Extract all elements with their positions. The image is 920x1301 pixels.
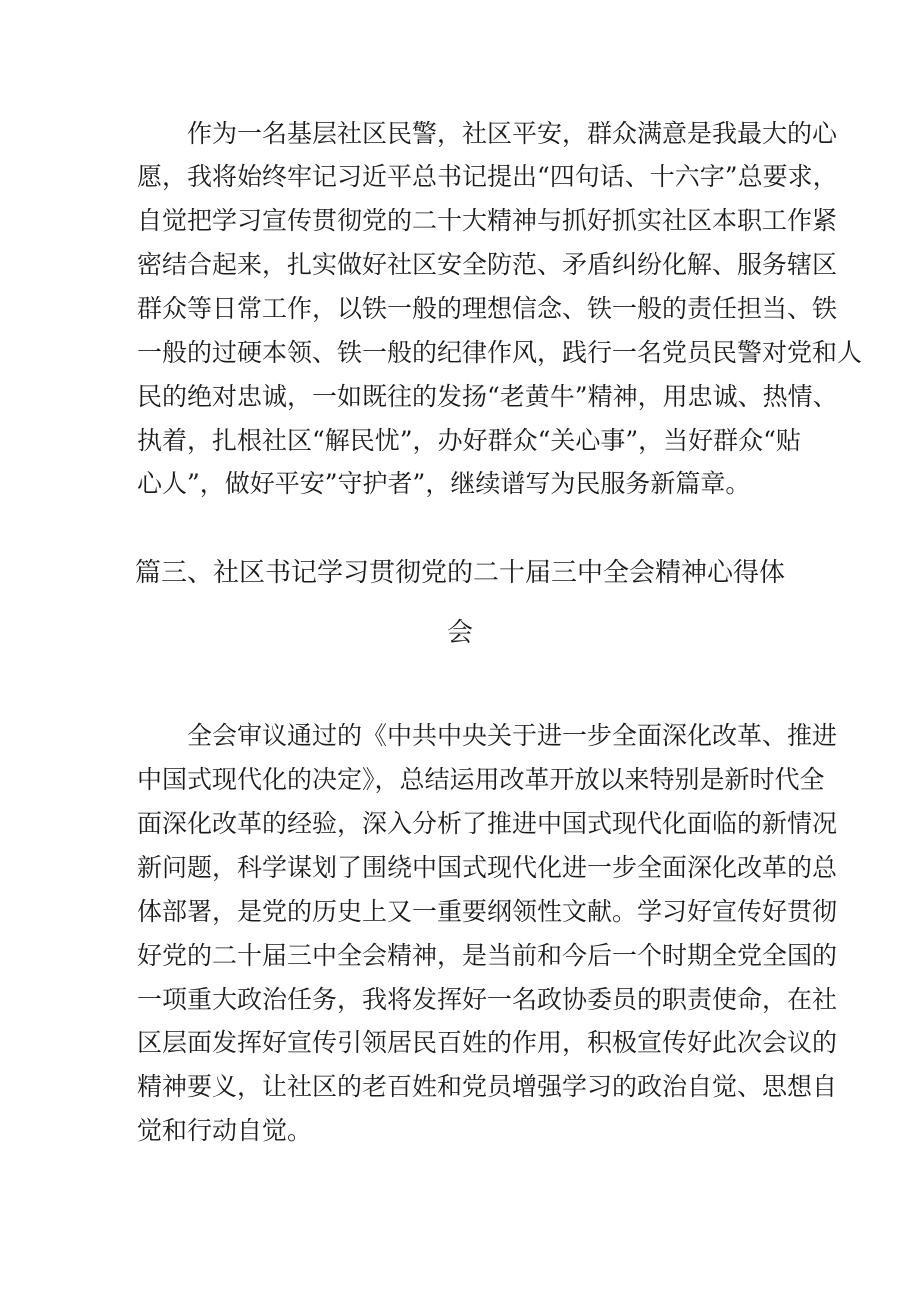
- paragraph1-line-9: 心人”，做好平安”守护者”，继续谱写为民服务新篇章。: [137, 469, 751, 498]
- paragraph2-line-10: 觉和行动自觉。: [137, 1116, 313, 1145]
- paragraph1-line-6: 一般的过硬本领、铁一般的纪律作风，践行一名党员民警对党和人: [137, 338, 863, 367]
- paragraph1-line-7: 民的绝对忠诚，一如既往的发扬“老黄牛”精神，用忠诚、热情、: [137, 382, 838, 411]
- section-heading-line-2: 会: [446, 618, 473, 648]
- paragraph1-line-2: 愿，我将始终牢记习近平总书记提出“四句话、十六字”总要求，: [137, 162, 838, 191]
- paragraph2-line-9: 精神要义，让社区的老百姓和党员增强学习的政治自觉、思想自: [137, 1072, 838, 1101]
- paragraph1-line-3: 自觉把学习宣传贯彻党的二十大精神与抓好抓实社区本职工作紧: [137, 206, 838, 235]
- paragraph1-line-4: 密结合起来，扎实做好社区安全防范、矛盾纠纷化解、服务辖区: [137, 250, 838, 279]
- paragraph2-line-7: 一项重大政治任务，我将发挥好一名政协委员的职责使命，在社: [137, 985, 838, 1014]
- paragraph2-line-6: 好党的二十届三中全会精神，是当前和今后一个时期全党全国的: [137, 941, 838, 970]
- section-heading-line-1: 篇三、社区书记学习贯彻党的二十届三中全会精神心得体: [134, 558, 785, 588]
- paragraph2-line-3: 面深化改革的经验，深入分析了推进中国式现代化面临的新情况: [137, 809, 838, 838]
- paragraph1-line-8: 执着，扎根社区“解民忧”，办好群众“关心事”，当好群众“贴: [137, 426, 801, 455]
- paragraph2-line-8: 区层面发挥好宣传引领居民百姓的作用，积极宣传好此次会议的: [137, 1028, 838, 1057]
- paragraph2-line-4: 新问题，科学谋划了围绕中国式现代化进一步全面深化改革的总: [137, 853, 838, 882]
- paragraph2-line-1: 全会审议通过的《中共中央关于进一步全面深化改革、推进: [187, 721, 838, 750]
- paragraph1-line-5: 群众等日常工作，以铁一般的理想信念、铁一般的责任担当、铁: [137, 294, 838, 323]
- paragraph1-line-1: 作为一名基层社区民警，社区平安，群众满意是我最大的心: [187, 119, 838, 148]
- paragraph2-line-5: 体部署，是党的历史上又一重要纲领性文献。学习好宣传好贯彻: [137, 897, 838, 926]
- paragraph2-line-2: 中国式现代化的决定》，总结运用改革开放以来特别是新时代全: [137, 765, 825, 794]
